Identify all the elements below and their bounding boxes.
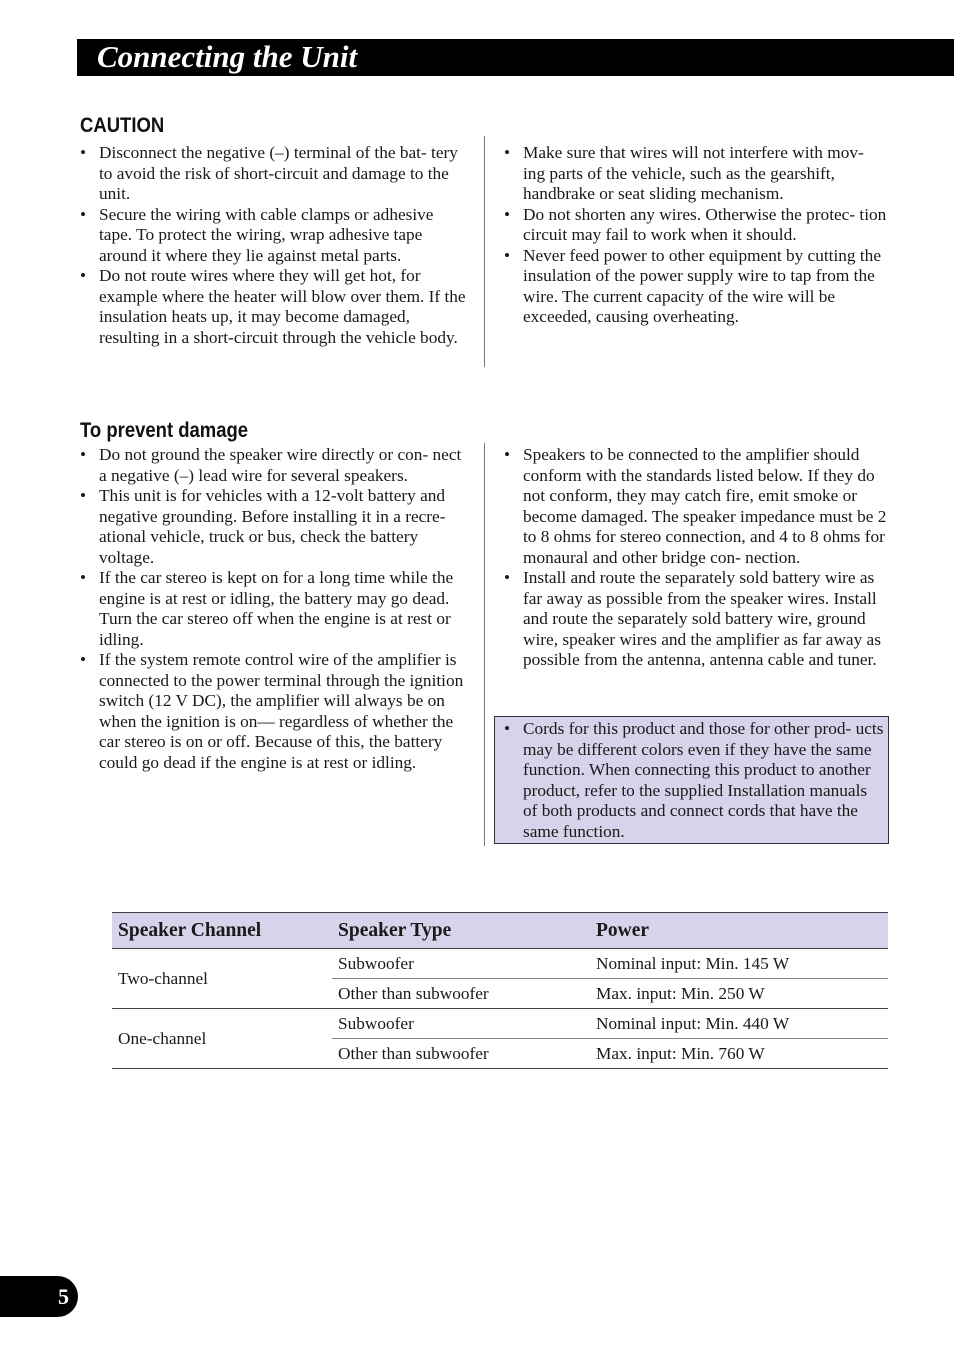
list-item: • Install and route the separately sold battery wire as far away as possible from the speaker wires. Install and route the separately sold battery wire, ground wire, speaker wires and the amplifier as far away as possible from the antenna, antenna cable and tuner. [504,568,888,671]
list-item: • This unit is for vehicles with a 12-volt battery and negative grounding. Before installing it in a recre- ational vehicle, truck or bus, check the battery voltage. [80,486,468,568]
power-cell: Nominal input: Min. 145 W [590,949,888,979]
list-item: • Do not ground the speaker wire directly or con- nect a negative (–) lead wire for several speakers. [80,445,468,486]
speaker-spec-table [112,912,888,1069]
list-item: • Secure the wiring with cable clamps or adhesive tape. To protect the wiring, wrap adhesive tape around it where they lie against metal parts. [80,205,468,267]
list-item: • Disconnect the negative (–) terminal of the bat- tery to avoid the risk of short-circuit and damage to the unit. [80,143,468,205]
power-cell: Max. input: Min. 760 W [590,1039,888,1069]
table-row [112,949,888,979]
list-item: • If the system remote control wire of the amplifier is connected to the power terminal through the ignition switch (12 V DC), the amplifier will always be on when the ignition is on— regardless of whether the car stereo is on or off. Because of this, the battery could go dead if the engine is at rest or idling. [80,650,468,773]
note-list [504,719,884,842]
caution-list-left [80,143,468,348]
caution-heading: CAUTION [80,114,165,137]
chapter-title-bar [77,39,954,76]
list-item: • Do not shorten any wires. Otherwise the protec- tion circuit may fail to work when it should. [504,205,888,246]
list-item: • Do not route wires where they will get hot, for example where the heater will blow over them. If the insulation heats up, it may become damaged, resulting in a short-circuit through the vehicle body. [80,266,468,348]
channel-cell: Two-channel [112,949,332,1009]
list-item: • If the car stereo is kept on for a long time while the engine is at rest or idling, the battery may go dead. Turn the car stereo off when the engine is at rest or idling. [80,568,468,650]
damage-list-right [504,445,888,671]
damage-list-left [80,445,468,773]
note-item: • Cords for this product and those for other prod- ucts may be different colors even if they have the same function. When connecting this product to another product, refer to the supplied Installation manuals of both products and connect cords that have the same function. [504,719,884,842]
power-cell: Max. input: Min. 250 W [590,979,888,1009]
list-item: • Make sure that wires will not interfere with mov- ing parts of the vehicle, such as the gearshift, handbrake or seat sliding mechanism. [504,143,888,205]
type-cell: Other than subwoofer [332,979,590,1009]
chapter-title: Connecting the Unit [97,39,358,74]
list-item: • Never feed power to other equipment by cutting the insulation of the power supply wire to tap from the wire. The current capacity of the wire will be exceeded, causing overheating. [504,246,888,328]
prevent-damage-heading: To prevent damage [80,419,249,442]
column-divider [484,136,485,367]
header-speaker-channel: Speaker Channel [112,913,332,949]
caution-list-right [504,143,888,328]
channel-cell: One-channel [112,1009,332,1069]
type-cell: Subwoofer [332,1009,590,1039]
table-header-row [112,913,888,949]
power-cell: Nominal input: Min. 440 W [590,1009,888,1039]
table-row [112,1009,888,1039]
list-item: • Speakers to be connected to the amplifier should conform with the standards listed below. If they do not conform, they may catch fire, emit smoke or become damaged. The speaker impedance must be 2 to 8 ohms for stereo connection, and 4 to 8 ohms for monaural and other bridge con- nection. [504,445,888,568]
header-power: Power [590,913,888,949]
type-cell: Other than subwoofer [332,1039,590,1069]
page-number: 5 [58,1284,69,1309]
note-box [494,716,889,844]
column-divider [484,443,485,846]
header-speaker-type: Speaker Type [332,913,590,949]
page-number-tab [0,1276,78,1317]
type-cell: Subwoofer [332,949,590,979]
